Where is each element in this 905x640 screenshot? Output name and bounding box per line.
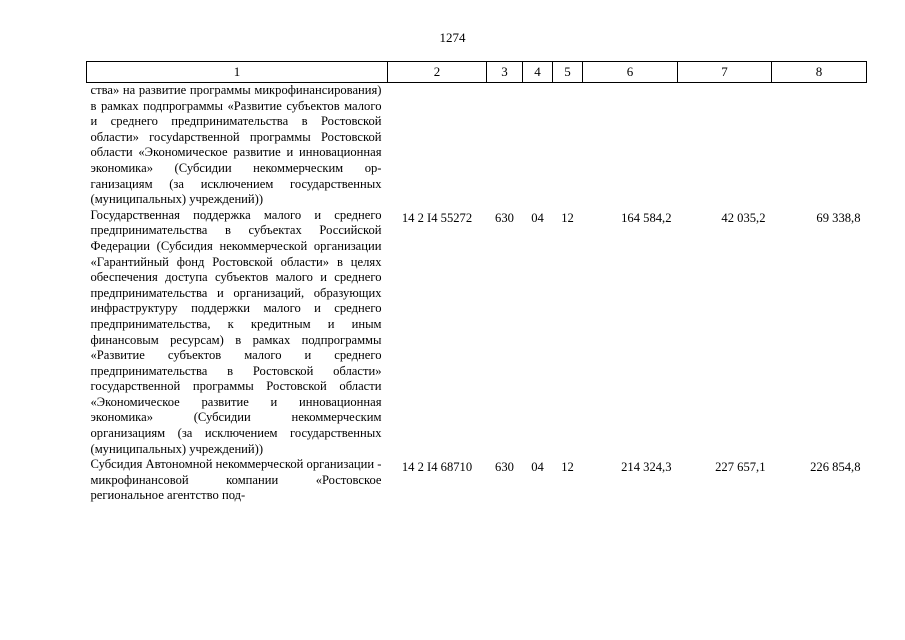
table-header-row bbox=[87, 62, 867, 83]
row-code: 14 2 I4 55272 bbox=[401, 210, 473, 225]
row-col5 bbox=[553, 83, 583, 208]
column-header: 6 bbox=[583, 62, 678, 83]
column-header: 5 bbox=[553, 62, 583, 83]
column-header: 3 bbox=[487, 62, 523, 83]
row-col3: 630 bbox=[495, 460, 514, 475]
row-col3 bbox=[487, 83, 523, 208]
column-header: 2 bbox=[388, 62, 487, 83]
row-col7: 42 035,2 bbox=[721, 210, 766, 225]
row-col8: 69 338,8 bbox=[816, 210, 861, 225]
row-col6 bbox=[583, 83, 678, 208]
row-col8 bbox=[772, 83, 867, 208]
row-code bbox=[388, 83, 487, 208]
column-header: 8 bbox=[772, 62, 867, 83]
row-col5: 12 bbox=[561, 210, 574, 225]
row-col8: 226 854,8 bbox=[810, 460, 861, 475]
column-header: 1 bbox=[87, 62, 388, 83]
row-col6: 214 324,3 bbox=[621, 460, 672, 475]
row-description: Субсидия Автономной некоммерческой организации - микрофинансовой компании «Ростовское региональное агентство под- bbox=[90, 457, 382, 503]
page-number: 1274 bbox=[439, 30, 466, 45]
row-description: Государственная поддержка малого и среднего предпринимательства в субъектах Российской Федерации (Субсидия некоммерческой организации «Гарантийный фонд Ростовской области» в целях обеспечения доступа субъектов малого и среднего предпринимательства и организаций, образующих инфраструктуру поддержки малого и среднего предпринимательства, к кредитным и иным финансовым ресурсам) в рамках подпрограммы «Развитие субъектов малого и среднего предпринимательства в Ростовской области» государственной программы Ростовской области «Экономическое развитие и инновационная экономика» (Субсидии некоммерческим организациям (за исключением государственных (муниципальных) учреждений)) bbox=[90, 207, 382, 456]
budget-table bbox=[86, 61, 867, 504]
table-row bbox=[87, 457, 867, 504]
row-col4 bbox=[523, 83, 553, 208]
row-col4: 04 bbox=[531, 460, 544, 475]
row-col7 bbox=[678, 83, 772, 208]
column-header: 4 bbox=[523, 62, 553, 83]
table-row bbox=[87, 83, 867, 208]
row-col3: 630 bbox=[495, 210, 514, 225]
row-col5: 12 bbox=[561, 460, 574, 475]
row-col4: 04 bbox=[531, 210, 544, 225]
row-description: ства» на развитие программы микрофинансирования) в рамках подпрограммы «Развитие субъектов малого и среднего предпринимательства в Ростовской области» госуdарственной программы Ростовской области «Экономическое развитие и инновационная экономика» (Субсидии некоммерческим организациям (за исключением государственных (муниципальных) учреждений)) bbox=[90, 83, 382, 207]
row-col7: 227 657,1 bbox=[715, 460, 766, 475]
row-col6: 164 584,2 bbox=[621, 210, 672, 225]
table-row bbox=[87, 208, 867, 458]
row-code: 14 2 I4 68710 bbox=[401, 460, 473, 475]
column-header: 7 bbox=[678, 62, 772, 83]
